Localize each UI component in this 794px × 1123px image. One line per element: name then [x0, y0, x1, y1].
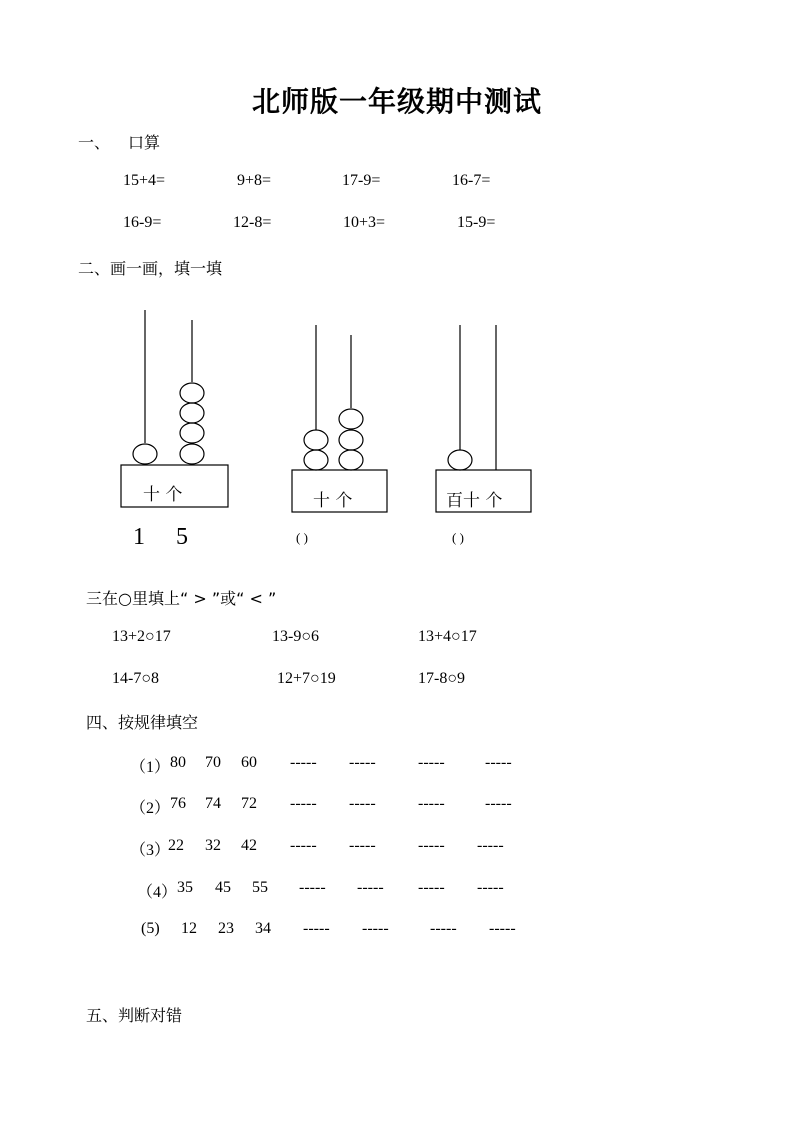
abacus-3-bead [448, 450, 472, 470]
abacus-2-bead [304, 430, 328, 450]
pattern-row-4-label: （4） [137, 884, 178, 901]
pattern-blank[interactable]: ----- [489, 920, 516, 937]
oral-problem-7: 10+3= [343, 214, 386, 231]
page-title: 北师版一年级期中测试 [251, 85, 542, 118]
pattern-row-2-num: 76 [170, 795, 186, 812]
abacus-1-place-labels: 十 个 [143, 485, 183, 505]
pattern-blank[interactable]: ----- [349, 837, 376, 854]
compare-item-4[interactable]: 14-7○8 [112, 670, 159, 687]
pattern-row-1-label: （1） [130, 759, 171, 776]
compare-item-2[interactable]: 13-9○6 [272, 628, 319, 645]
abacus-1-bead [180, 383, 204, 403]
section-5-title: 五、判断对错 [86, 1006, 183, 1025]
abacus-1-bead [180, 444, 204, 464]
abacus-3-place-labels: 百十 个 [446, 491, 503, 511]
section-2-title: 二、画一画，填一填 [78, 259, 223, 278]
oral-problem-6: 12-8= [233, 214, 272, 231]
pattern-blank[interactable]: ----- [418, 795, 445, 812]
pattern-blank[interactable]: ----- [349, 754, 376, 771]
pattern-blank[interactable]: ----- [418, 837, 445, 854]
abacus-2-answer-blank[interactable]: ( ) [296, 530, 308, 545]
oral-problem-3: 17-9= [342, 172, 381, 189]
pattern-blank[interactable]: ----- [430, 920, 457, 937]
compare-item-6[interactable]: 17-8○9 [418, 670, 465, 687]
oral-problem-1: 15+4= [123, 172, 166, 189]
pattern-row-3-num: 22 [168, 837, 184, 854]
pattern-row-5-num: 23 [218, 920, 234, 937]
pattern-row-5-num: 12 [181, 920, 197, 937]
pattern-row-1-num: 60 [241, 754, 257, 771]
pattern-row-1-num: 80 [170, 754, 186, 771]
pattern-blank[interactable]: ----- [485, 795, 512, 812]
oral-problem-2: 9+8= [237, 172, 272, 189]
pattern-blank[interactable]: ----- [357, 879, 384, 896]
pattern-blank[interactable]: ----- [477, 837, 504, 854]
abacus-2-place-labels: 十 个 [313, 491, 353, 511]
section-1-title: 口算 [128, 133, 161, 152]
pattern-blank[interactable]: ----- [290, 795, 317, 812]
pattern-blank[interactable]: ----- [477, 879, 504, 896]
abacus-1-bead [180, 423, 204, 443]
oral-problem-4: 16-7= [452, 172, 491, 189]
compare-item-5[interactable]: 12+7○19 [277, 670, 336, 687]
pattern-row-4-num: 55 [252, 879, 268, 896]
pattern-row-5-num: 34 [255, 920, 271, 937]
abacus-2-bead [339, 409, 363, 429]
oral-problem-8: 15-9= [457, 214, 496, 231]
pattern-row-2-num: 72 [241, 795, 257, 812]
pattern-blank[interactable]: ----- [290, 837, 317, 854]
pattern-blank[interactable]: ----- [349, 795, 376, 812]
pattern-blank[interactable]: ----- [418, 754, 445, 771]
section-1-number: 一、 [78, 133, 111, 152]
abacus-2-bead [339, 430, 363, 450]
pattern-blank[interactable]: ----- [362, 920, 389, 937]
abacus-2-bead [339, 450, 363, 470]
abacus-2-beads [304, 409, 363, 470]
compare-item-1[interactable]: 13+2○17 [112, 628, 171, 645]
abacus-3-beads [448, 450, 472, 470]
pattern-row-2-num: 74 [205, 795, 221, 812]
pattern-blank[interactable]: ----- [418, 879, 445, 896]
abacus-1-digit-ones: 5 [176, 524, 188, 550]
abacus-1-bead [180, 403, 204, 423]
pattern-row-4-num: 45 [215, 879, 231, 896]
pattern-row-2-label: （2） [130, 800, 171, 817]
abacus-1-digit-tens: 1 [133, 524, 145, 550]
pattern-blank[interactable]: ----- [303, 920, 330, 937]
oral-problem-5: 16-9= [123, 214, 162, 231]
abacus-1-bead [133, 444, 157, 464]
compare-item-3[interactable]: 13+4○17 [418, 628, 477, 645]
section-4-title: 四、按规律填空 [86, 713, 199, 732]
section-3-title: 三在○里填上“ > ”或“ < ” [86, 589, 277, 608]
pattern-blank[interactable]: ----- [485, 754, 512, 771]
pattern-row-3-num: 42 [241, 837, 257, 854]
abacus-2-bead [304, 450, 328, 470]
pattern-row-4-num: 35 [177, 879, 193, 896]
pattern-row-3-label: （3） [130, 842, 171, 859]
pattern-blank[interactable]: ----- [299, 879, 326, 896]
pattern-row-5-label: (5) [141, 920, 160, 937]
pattern-row-1-num: 70 [205, 754, 221, 771]
abacus-1-beads [133, 383, 204, 464]
abacus-3-answer-blank[interactable]: ( ) [452, 530, 464, 545]
pattern-row-3-num: 32 [205, 837, 221, 854]
pattern-blank[interactable]: ----- [290, 754, 317, 771]
